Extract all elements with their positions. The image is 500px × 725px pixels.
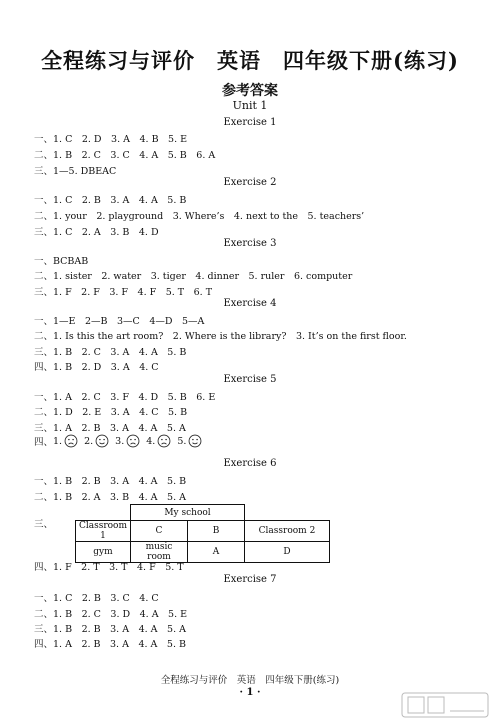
answer-line: 二、1. D 2. E 3. A 4. C 5. B — [34, 407, 188, 418]
answer-key-heading: 参考答案 — [222, 83, 278, 99]
table-cell: music room — [131, 542, 188, 563]
face-answer — [177, 434, 202, 448]
answer-line: 一、1. C 2. D 3. A 4. B 5. E — [34, 134, 188, 145]
table-cell: Classroom 2 — [245, 521, 330, 542]
sad-face-icon — [126, 434, 140, 448]
item-number: 5. — [177, 435, 187, 447]
answer-line: 三、1. C 2. A 3. B 4. D — [34, 227, 159, 238]
answer-line: 三、1. B 2. B 3. A 4. A 5. A — [34, 624, 186, 635]
section-number: 四、 — [34, 437, 54, 448]
sad-face-icon — [64, 434, 78, 448]
answer-line: 二、1. B 2. C 3. D 4. A 5. E — [34, 609, 188, 620]
exercise-heading: Exercise 7 — [223, 574, 277, 585]
answer-line: 二、1. sister 2. water 3. tiger 4. dinner 5. ruler 6. computer — [34, 271, 353, 282]
page-footer: 全程练习与评价 英语 四年级下册(练习) — [160, 675, 340, 686]
happy-face-icon — [188, 434, 202, 448]
item-number: 3. — [115, 435, 125, 447]
answer-line: 二、1. Is this the art room? 2. Where is the library? 3. It’s on the first floor. — [34, 331, 407, 342]
exercise-heading: Exercise 2 — [223, 177, 277, 188]
exercise-heading: Exercise 6 — [223, 458, 277, 469]
watermark-logo-icon — [400, 691, 490, 719]
section-number: 三、 — [34, 519, 54, 530]
face-answers-row — [34, 434, 208, 448]
answer-line: 一、BCBAB — [34, 256, 89, 267]
answer-line: 一、1. B 2. B 3. A 4. A 5. B — [34, 476, 187, 487]
item-number: 2. — [84, 435, 94, 447]
face-answer — [53, 434, 78, 448]
exercise-heading: Exercise 4 — [223, 298, 277, 309]
table-cell — [76, 505, 131, 521]
table-cell: C — [131, 521, 188, 542]
exercise-heading: Exercise 3 — [223, 238, 277, 249]
unit-heading: Unit 1 — [232, 99, 268, 112]
exercise-heading: Exercise 1 — [223, 117, 277, 128]
answer-line: 三、1—5. DBEAC — [34, 166, 117, 177]
item-number: 1. — [53, 435, 63, 447]
table-cell: D — [245, 542, 330, 563]
page-number: · 1 · — [239, 687, 261, 698]
answer-line: 三、1. B 2. C 3. A 4. A 5. B — [34, 347, 187, 358]
table-cell: gym — [76, 542, 131, 563]
answer-line: 一、1. A 2. C 3. F 4. D 5. B 6. E — [34, 392, 216, 403]
answer-line: 二、1. your 2. playground 3. Where’s 4. next to the 5. teachers’ — [34, 211, 365, 222]
table-cell — [245, 505, 330, 521]
answer-line: 四、1. B 2. D 3. A 4. C — [34, 362, 159, 373]
page-title: 全程练习与评价 英语 四年级下册(练习) — [41, 48, 459, 73]
face-answer — [115, 434, 140, 448]
table-header-cell: My school — [131, 505, 245, 521]
face-answer — [146, 434, 171, 448]
item-number: 4. — [146, 435, 156, 447]
school-map-table — [75, 504, 330, 563]
answer-line: 四、1. F 2. T 3. T 4. F 5. T — [34, 562, 184, 573]
answer-line: 三、1. F 2. F 3. F 4. F 5. T 6. T — [34, 287, 213, 298]
happy-face-icon — [95, 434, 109, 448]
answer-line: 四、1. A 2. B 3. A 4. A 5. B — [34, 639, 186, 650]
answer-line: 三、1. A 2. B 3. A 4. A 5. A — [34, 423, 186, 434]
answer-line: 一、1. C 2. B 3. A 4. A 5. B — [34, 195, 187, 206]
table-cell: Classroom 1 — [76, 521, 131, 542]
sad-face-icon — [157, 434, 171, 448]
face-answer — [84, 434, 109, 448]
answer-line: 二、1. B 2. A 3. B 4. A 5. A — [34, 492, 186, 503]
table-cell: A — [188, 542, 245, 563]
answer-line: 一、1. C 2. B 3. C 4. C — [34, 593, 159, 604]
answer-line: 一、1—E 2—B 3—C 4—D 5—A — [34, 316, 205, 327]
exercise-heading: Exercise 5 — [223, 374, 277, 385]
answer-line: 二、1. B 2. C 3. C 4. A 5. B 6. A — [34, 150, 216, 161]
table-cell: B — [188, 521, 245, 542]
